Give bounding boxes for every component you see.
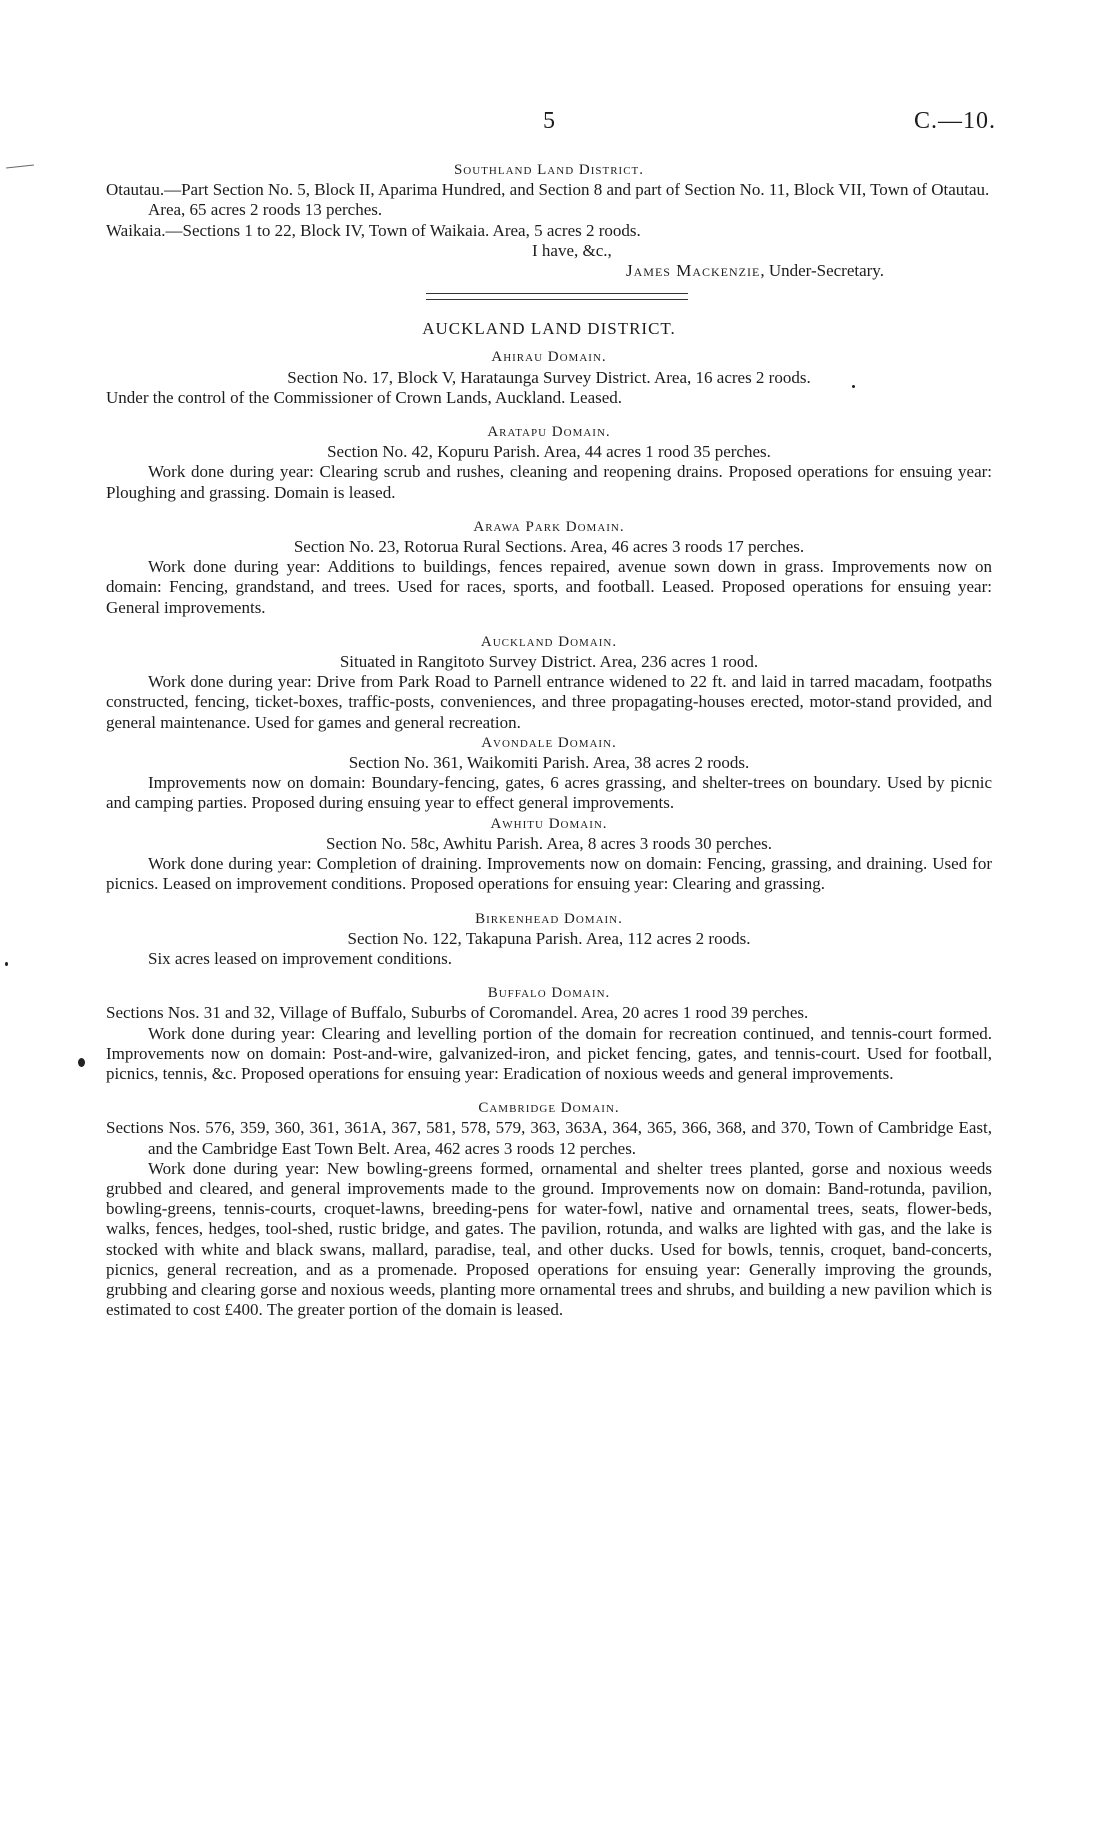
domain-section: Section No. 17, Block V, Harataunga Survey District. Area, 16 acres 2 roods. bbox=[287, 367, 811, 387]
page-body bbox=[106, 160, 992, 1320]
domain-section: Section No. 58c, Awhitu Parish. Area, 8 acres 3 roods 30 perches. bbox=[325, 833, 772, 853]
domain-body: Work done during year: Additions to buildings, fences repaired, avenue sown down in grass. Improvements now on domain: Fencing, grandstand, and trees. Used for races, sports, and football. Leased. Proposed operations for ensuing year: General improvements. bbox=[106, 557, 992, 617]
domain-title: Awhitu Domain. bbox=[490, 815, 608, 832]
domain-body: Work done during year: Clearing scrub and rushes, cleaning and reopening drains. Proposed operations for ensuing year: Ploughing and grassing. Domain is leased. bbox=[106, 462, 992, 502]
signature bbox=[106, 261, 992, 281]
scan-speck bbox=[852, 385, 855, 388]
domain-title: Cambridge Domain. bbox=[478, 1100, 620, 1117]
southland-entry-waikaia: Waikaia.—Sections 1 to 22, Block IV, Town of Waikaia. Area, 5 acres 2 roods. bbox=[106, 220, 641, 240]
domain-title: Aratapu Domain. bbox=[487, 424, 611, 441]
domain-entry bbox=[106, 422, 992, 503]
domain-section: Section No. 122, Takapuna Parish. Area, 112 acres 2 roods. bbox=[347, 928, 751, 948]
page-number: 5 bbox=[543, 108, 555, 134]
domain-body: Work done during year: Completion of draining. Improvements now on domain: Fencing, grassing, and draining. Used for picnics. Leased on improvement conditions. Proposed operations for ensuing year: Clearing and grassing. bbox=[106, 854, 992, 894]
domain-section: Section No. 23, Rotorua Rural Sections. Area, 46 acres 3 roods 17 perches. bbox=[293, 537, 805, 557]
domain-section: Section No. 42, Kopuru Parish. Area, 44 acres 1 rood 35 perches. bbox=[327, 442, 771, 462]
domain-title: Birkenhead Domain. bbox=[475, 910, 623, 927]
domain-entry bbox=[106, 983, 992, 1084]
domain-title: Auckland Domain. bbox=[480, 633, 618, 650]
domain-body: Work done during year: Clearing and levelling portion of the domain for recreation continued, and tennis-court formed. Improvements now on domain: Post-and-wire, galvanized-iron, and picket fencing, gates, and tennis-court. Used for football, picnics, tennis, &c. Proposed operations for ensuing year: Eradication of noxious weeds and general improvements. bbox=[106, 1023, 992, 1083]
domain-entry bbox=[106, 733, 992, 814]
page-header bbox=[0, 108, 1114, 138]
section-divider bbox=[106, 281, 992, 311]
domain-body: Improvements now on domain: Boundary-fencing, gates, 6 acres grassing, and shelter-trees on boundary. Used by picnic and camping parties. Proposed during ensuing year to effect general improvements. bbox=[106, 773, 992, 813]
domain-body: Six acres leased on improvement conditions. bbox=[148, 948, 453, 968]
document-code: C.—10. bbox=[913, 108, 996, 134]
domain-body: Under the control of the Commissioner of Crown Lands, Auckland. Leased. bbox=[106, 387, 623, 407]
domain-entry bbox=[106, 347, 992, 408]
southland-entry-otautau: Otautau.—Part Section No. 5, Block II, Aparima Hundred, and Section 8 and part of Section No. 11, Block VII, Town of Otautau. Area, 65 acres 2 roods 13 perches. bbox=[106, 180, 990, 220]
domain-entry bbox=[106, 909, 992, 970]
auckland-district-title: AUCKLAND LAND DISTRICT. bbox=[422, 319, 676, 339]
domain-entry bbox=[106, 632, 992, 733]
scan-speck bbox=[5, 962, 8, 966]
scan-mark bbox=[6, 165, 34, 169]
scan-speck bbox=[78, 1058, 85, 1067]
domain-section: Section No. 361, Waikomiti Parish. Area, 38 acres 2 roods. bbox=[348, 753, 750, 773]
domain-title: Buffalo Domain. bbox=[487, 985, 611, 1002]
domain-body: Work done during year: New bowling-greens formed, ornamental and shelter trees planted, gorse and noxious weeds grubbed and cleared, and general improvements made to the ground. Improvements now on domain: Band-rotunda, pavilion, bowling-greens, tennis-courts, croquet-lawns, breeding-pens for water-fowl, native and ornamental trees, seats, flower-beds, walks, fences, hedges, tool-shed, rustic bridge, and gates. The pavilion, rotunda, and walks are lighted with gas, and the lake is stocked with white and black swans, mallard, paradise, teal, and other ducks. Used for bowls, tennis, croquet, band-concerts, picnics, general recreation, and as a promenade. Proposed operations for ensuing year: Generally improving the grounds, grubbing and clearing gorse and noxious weeds, planting more ornamental trees and shrubs, and building a new pavilion which is estimated to cost £400. The greater portion of the domain is leased. bbox=[106, 1158, 992, 1320]
domain-title: Avondale Domain. bbox=[481, 734, 617, 751]
domain-entry bbox=[106, 517, 992, 618]
domain-section: Sections Nos. 576, 359, 360, 361, 361A, 367, 581, 578, 579, 363, 363A, 364, 365, 366, 368, and 370, Town of Cambridge East, and the Cambridge East Town Belt. Area, 462 acres 3 roods 12 perches. bbox=[106, 1118, 992, 1158]
signature-title: , Under-Secretary. bbox=[760, 261, 884, 281]
letter-closing: I have, &c., bbox=[532, 240, 612, 260]
domain-section: Sections Nos. 31 and 32, Village of Buffalo, Suburbs of Coromandel. Area, 20 acres 1 rood 39 perches. bbox=[106, 1003, 809, 1023]
domain-title: Ahirau Domain. bbox=[491, 349, 607, 366]
southland-district-title: Southland Land District. bbox=[453, 162, 645, 178]
domain-body: Work done during year: Drive from Park Road to Parnell entrance widened to 22 ft. and laid in tarred macadam, footpaths constructed, fencing, ticket-boxes, traffic-posts, conveniences, and three propagating-houses erected, motor-stand provided, and general maintenance. Used for games and general recreation. bbox=[106, 672, 992, 732]
domain-entry bbox=[106, 814, 992, 895]
signature-name: James Mackenzie bbox=[626, 261, 761, 281]
domain-section: Situated in Rangitoto Survey District. Area, 236 acres 1 rood. bbox=[339, 652, 759, 672]
domain-entry bbox=[106, 1098, 992, 1320]
domain-title: Arawa Park Domain. bbox=[473, 518, 625, 535]
